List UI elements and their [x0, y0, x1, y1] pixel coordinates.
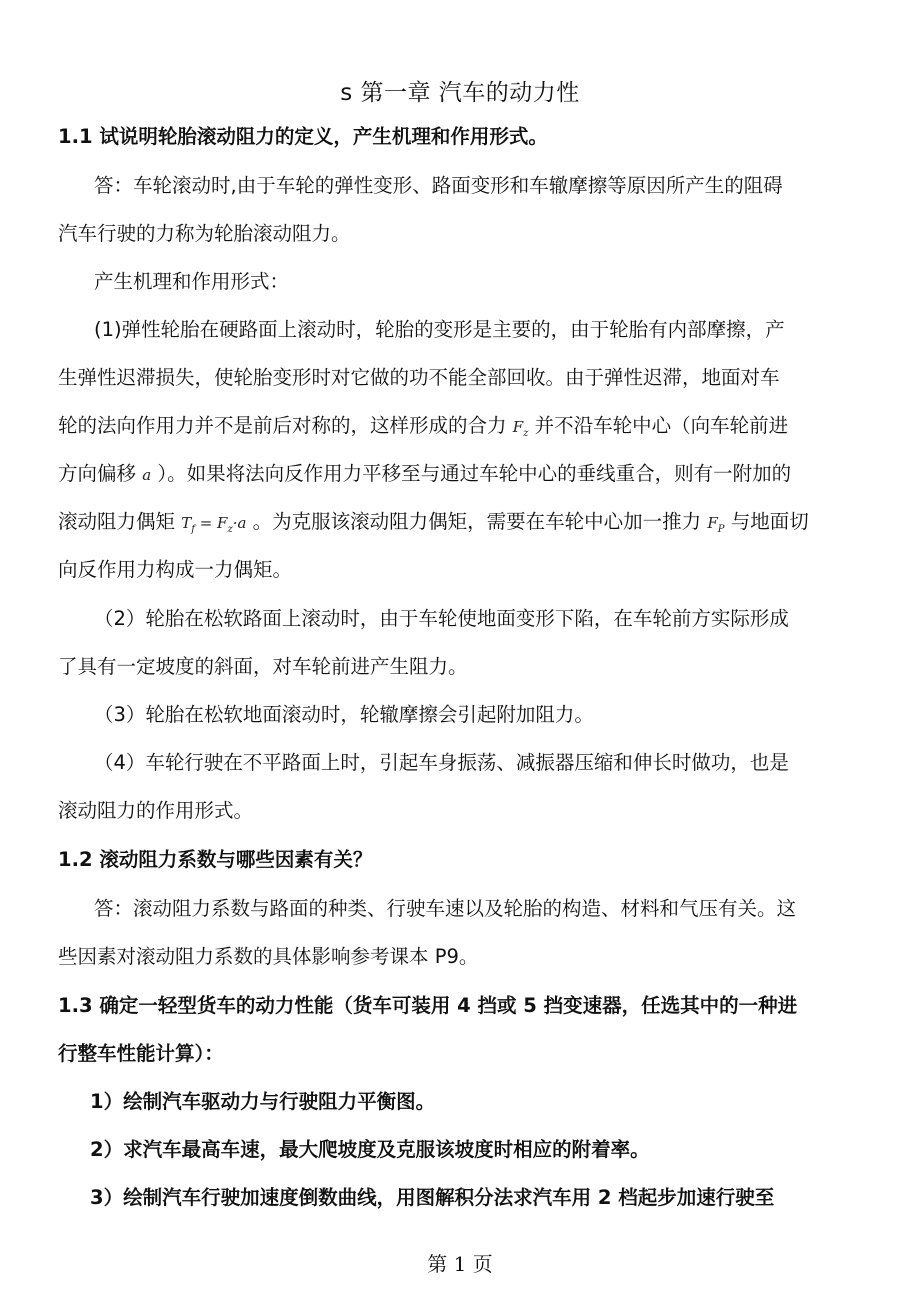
paragraph-4-line-2: 滚动阻力的作用形式。 [58, 799, 254, 822]
line-5-text-a: 滚动阻力偶矩 [58, 510, 176, 533]
mechanism-heading: 产生机理和作用形式： [94, 270, 290, 293]
formula-fp: $F_P$ [707, 514, 725, 535]
answer-1-2-line-1: 答：滚动阻力系数与路面的种类、行驶车速以及轮胎的构造、材料和气压有关。这 [94, 897, 797, 920]
answer-1-1-line-2: 汽车行驶的力称为轮胎滚动阻力。 [58, 222, 351, 245]
formula-a: a [142, 466, 152, 484]
paragraph-1-line-1: (1)弹性轮胎在硬路面上滚动时，轮胎的变形是主要的，由于轮胎有内部摩擦，产 [94, 318, 785, 341]
paragraph-3: （3）轮胎在松软地面滚动时，轮辙摩擦会引起附加阻力。 [94, 703, 594, 726]
formula-tf: $T_f = F_z\cdot a$ [181, 514, 247, 535]
question-1-1: 1.1 试说明轮胎滚动阻力的定义，产生机理和作用形式。 [58, 125, 548, 148]
task-1: 1）绘制汽车驱动力与行驶阻力平衡图。 [90, 1090, 436, 1113]
answer-1-1-line-1: 答：车轮滚动时,由于车轮的弹性变形、路面变形和车辙摩擦等原因所产生的阻碍 [94, 174, 783, 197]
line-5-text-c: 与地面切 [730, 510, 809, 533]
line-3-text-a: 轮的法向作用力并不是前后对称的，这样形成的合力 [58, 414, 507, 437]
task-2: 2）求汽车最高车速，最大爬坡度及克服该坡度时相应的附着率。 [90, 1138, 650, 1161]
answer-1-2-line-2: 些因素对滚动阻力系数的具体影响参考课本 P9。 [58, 945, 479, 968]
line-4-text-a: 方向偏移 [58, 462, 137, 485]
question-1-3-line-2: 行整车性能计算）： [58, 1042, 224, 1065]
paragraph-2-line-1: （2）轮胎在松软路面上滚动时，由于车轮使地面变形下陷，在车轮前方实际形成 [94, 607, 789, 630]
paragraph-4-line-1: （4）车轮行驶在不平路面上时，引起车身振荡、减振器压缩和伸长时做功，也是 [94, 751, 789, 774]
page-number: 第 1 页 [427, 1252, 493, 1276]
line-3-text-b: 并不沿车轮中心（向车轮前进 [534, 414, 789, 437]
formula-fz: $F_z$ [512, 418, 529, 439]
line-4-text-b: ）。如果将法向反作用力平移至与通过车轮中心的垂线重合，则有一附加的 [157, 462, 792, 485]
question-1-3-line-1: 1.3 确定一轻型货车的动力性能（货车可装用 4 挡或 5 挡变速器，任选其中的一种进 [58, 994, 798, 1017]
paragraph-1-line-3 [58, 412, 878, 448]
paragraph-1-line-5 [58, 508, 878, 544]
paragraph-1-line-6: 向反作用力构成一力偶矩。 [58, 558, 293, 581]
paragraph-2-line-2: 了具有一定坡度的斜面，对车轮前进产生阻力。 [58, 655, 468, 678]
paragraph-1-line-2: 生弹性迟滞损失，使轮胎变形时对它做的功不能全部回收。由于弹性迟滞，地面对车 [58, 366, 780, 389]
line-5-text-b: 。为克服该滚动阻力偶矩，需要在车轮中心加一推力 [252, 510, 702, 533]
chapter-title: s 第一章 汽车的动力性 [340, 80, 580, 106]
task-3: 3）绘制汽车行驶加速度倒数曲线，用图解积分法求汽车用 2 档起步加速行驶至 [90, 1186, 775, 1209]
paragraph-1-line-4 [58, 460, 878, 489]
question-1-2: 1.2 滚动阻力系数与哪些因素有关？ [58, 848, 373, 871]
